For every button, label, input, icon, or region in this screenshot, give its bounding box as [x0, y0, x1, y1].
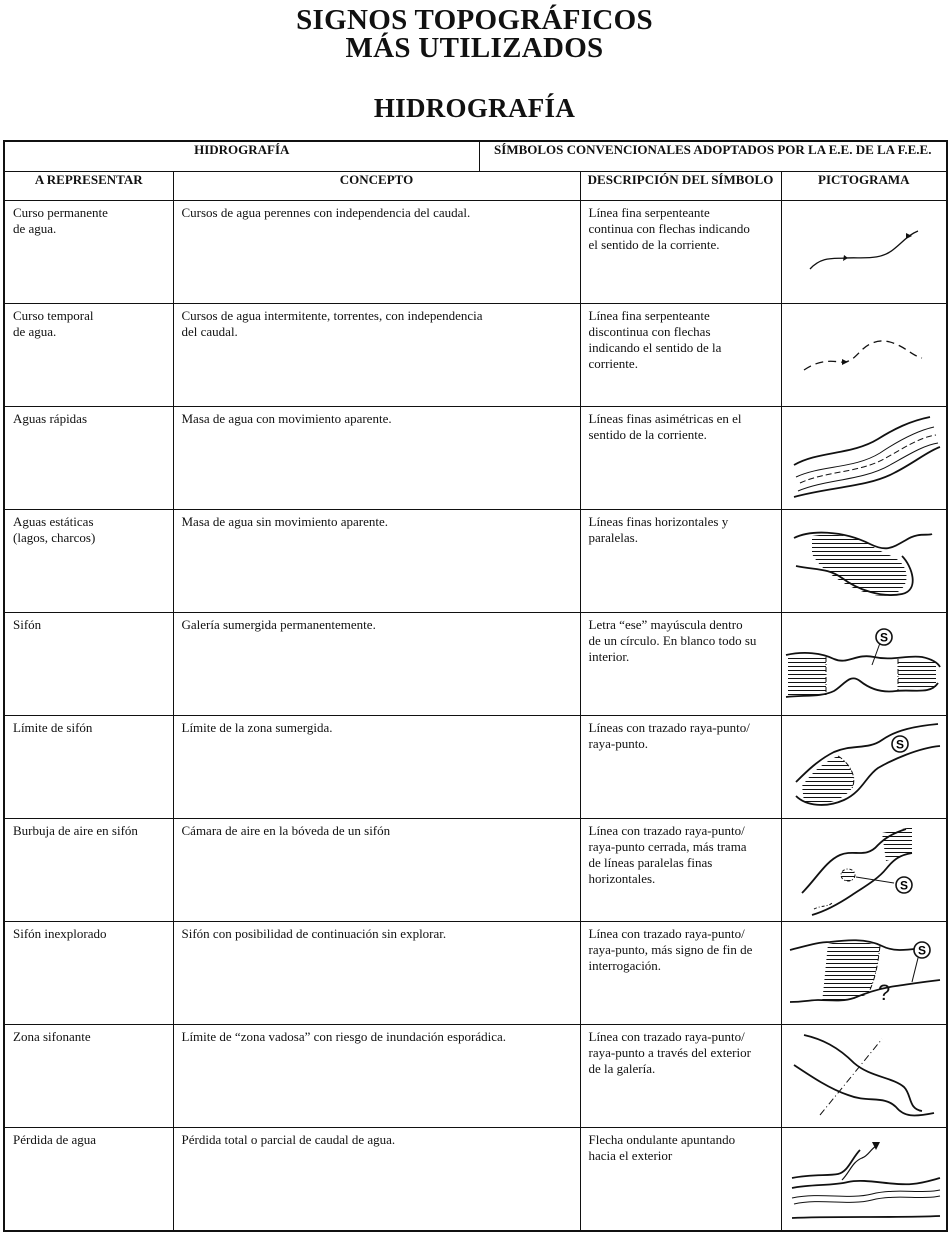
description-cell: Líneas con trazado raya-punto/ raya-punto.: [580, 716, 781, 819]
svg-text:?: ?: [877, 980, 890, 1005]
table-row: [4, 510, 947, 613]
permanent-stream-icon: [782, 201, 946, 303]
column-header-concept: CONCEPTO: [173, 172, 580, 201]
pictogram-cell: [781, 407, 947, 510]
svg-text:S: S: [917, 943, 926, 958]
pictogram-cell: [781, 716, 947, 819]
pictogram-cell: [781, 201, 947, 304]
hydrography-table: [3, 140, 948, 1232]
page-subtitle: MÁS UTILIZADOS: [345, 32, 604, 64]
item-cell: Curso temporal de agua.: [4, 304, 173, 407]
siphoning-zone-icon: [782, 1025, 946, 1127]
description-cell: Línea con trazado raya-punto/ raya-punto, más signo de fin de interrogación.: [580, 922, 781, 1025]
air-bubble-icon: [782, 819, 946, 921]
svg-text:S: S: [879, 630, 888, 645]
item-cell: Aguas estáticas (lagos, charcos): [4, 510, 173, 613]
item-cell: Pérdida de agua: [4, 1128, 173, 1232]
description-cell: Línea fina serpenteante discontinua con flechas indicando el sentido de la corriente.: [580, 304, 781, 407]
page-title: SIGNOS TOPOGRÁFICOS: [296, 4, 653, 36]
concept-cell: Pérdida total o parcial de caudal de agua.: [173, 1128, 580, 1232]
table-row: [4, 201, 947, 304]
table-row: [4, 304, 947, 407]
item-cell: Zona sifonante: [4, 1025, 173, 1128]
description-cell: Líneas finas asimétricas en el sentido de la corriente.: [580, 407, 781, 510]
temporary-stream-icon: [782, 304, 946, 406]
description-cell: Flecha ondulante apuntando hacia el exterior: [580, 1128, 781, 1232]
table-row: [4, 407, 947, 510]
item-cell: Límite de sifón: [4, 716, 173, 819]
concept-cell: Límite de “zona vadosa” con riesgo de inundación esporádica.: [173, 1025, 580, 1128]
still-water-icon: [782, 510, 946, 612]
table-row: [4, 922, 947, 1025]
column-header-description: DESCRIPCIÓN DEL SÍMBOLO: [580, 172, 781, 201]
table-row: [4, 1128, 947, 1232]
pictogram-cell: [781, 1128, 947, 1232]
item-cell: Aguas rápidas: [4, 407, 173, 510]
concept-cell: Sifón con posibilidad de continuación sin explorar.: [173, 922, 580, 1025]
pictogram-cell: [781, 613, 947, 716]
description-cell: Línea con trazado raya-punto/ raya-punto cerrada, más trama de líneas paralelas finas horizontales.: [580, 819, 781, 922]
description-cell: Letra “ese” mayúscula dentro de un círculo. En blanco todo su interior.: [580, 613, 781, 716]
concept-cell: Galería sumergida permanentemente.: [173, 613, 580, 716]
header-conventional-symbols: SÍMBOLOS CONVENCIONALES ADOPTADOS POR LA E.E. DE LA F.E.E.: [479, 141, 947, 172]
concept-cell: Cursos de agua intermitente, torrentes, con independencia del caudal.: [173, 304, 580, 407]
svg-text:S: S: [899, 878, 908, 893]
svg-text:S: S: [895, 737, 904, 752]
concept-cell: Masa de agua con movimiento aparente.: [173, 407, 580, 510]
siphon-limit-icon: [782, 716, 946, 818]
concept-cell: Masa de agua sin movimiento aparente.: [173, 510, 580, 613]
description-cell: Línea fina serpenteante continua con flechas indicando el sentido de la corriente.: [580, 201, 781, 304]
section-title: HIDROGRAFÍA: [373, 93, 576, 123]
table-row: [4, 819, 947, 922]
siphon-icon: [782, 613, 946, 715]
description-cell: Líneas finas horizontales y paralelas.: [580, 510, 781, 613]
concept-cell: Límite de la zona sumergida.: [173, 716, 580, 819]
column-header-row: [4, 172, 947, 201]
description-cell: Línea con trazado raya-punto/ raya-punto a través del exterior de la galería.: [580, 1025, 781, 1128]
column-header-item: A REPRESENTAR: [4, 172, 173, 201]
pictogram-cell: [781, 1025, 947, 1128]
water-loss-icon: [782, 1128, 946, 1230]
pictogram-cell: [781, 304, 947, 407]
table-row: [4, 613, 947, 716]
pictogram-cell: [781, 922, 947, 1025]
table-row: [4, 1025, 947, 1128]
table-row: [4, 716, 947, 819]
unexplored-siphon-icon: [782, 922, 946, 1024]
item-cell: Sifón: [4, 613, 173, 716]
concept-cell: Cámara de aire en la bóveda de un sifón: [173, 819, 580, 922]
title-block: [0, 0, 949, 123]
rapids-icon: [782, 407, 946, 509]
item-cell: Curso permanente de agua.: [4, 201, 173, 304]
pictogram-cell: [781, 819, 947, 922]
concept-cell: Cursos de agua perennes con independencia del caudal.: [173, 201, 580, 304]
header-hydrography: HIDROGRAFÍA: [4, 141, 479, 172]
pictogram-cell: [781, 510, 947, 613]
table-header-row: [4, 141, 947, 172]
column-header-pictogram: PICTOGRAMA: [781, 172, 947, 201]
item-cell: Sifón inexplorado: [4, 922, 173, 1025]
item-cell: Burbuja de aire en sifón: [4, 819, 173, 922]
